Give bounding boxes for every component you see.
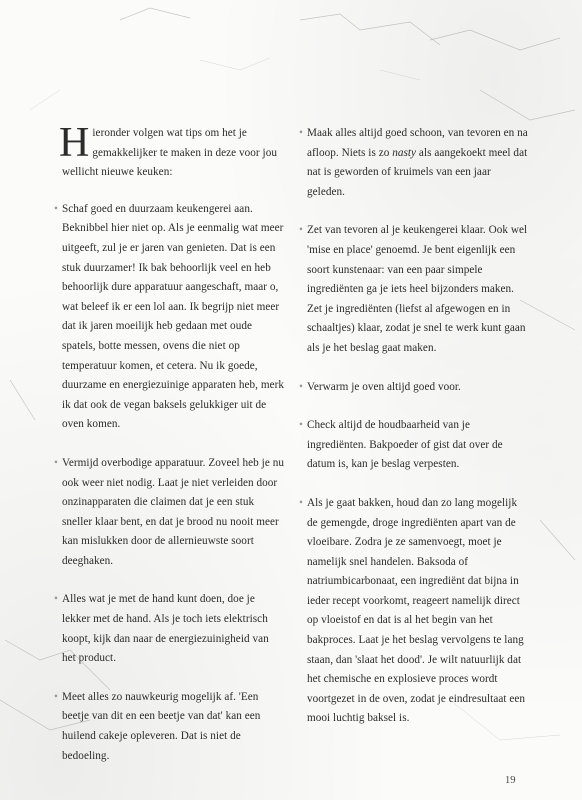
bullet-icon: • [54, 456, 58, 469]
list-item-text [307, 124, 529, 202]
bullet-icon: • [54, 593, 58, 606]
list-item-text: Zet van tevoren al je keukengerei klaar. Ook wel 'mise en place' genoemd. Je bent eigenlijk een soort kunstenaar: van een paar simpele ingrediënten ga je iets heel bijzonders maken. Zet je ingrediënten (liefst al afgewogen en in schaaltjes) klaar, zodat je snel te werk kunt gaan als je het beslag gaat maken. [307, 224, 528, 354]
list-item [54, 200, 285, 435]
list-item [299, 494, 529, 729]
list-item [299, 416, 529, 475]
text-segment: Maak alles altijd goed schoon, van tevoren en na afloop. Niets is zo [307, 127, 528, 159]
list-item-text: Verwarm je oven altijd goed voor. [307, 380, 461, 393]
right-column [299, 124, 529, 748]
list-item-text: Schaf goed en duurzaam keukengerei aan. Beknibbel hier niet op. Als je eenmalig wat meer uitgeeft, zul je er jaren van genieten. Dat is een stuk duurzamer! Ik bak behoorlijk veel en heb behoorlijk dure apparatuur aangeschaft, maar o, wat beleef ik er een lol aan. Ik begrijp niet meer dat ik jaren moeilijk heb gedaan met oude spatels, botte messen, ovens die niet op temperatuur komen, et cetera. Nu ik goede, duurzame en energiezuinige apparaten heb, merk ik dat ook de vegan baksels gelukkiger uit de oven komen. [62, 202, 285, 431]
list-item-text: Meet alles zo nauwkeurig mogelijk af. 'Een beetje van dit en een beetje van dat' kan een huilend cakeje opleveren. Dat is niet de bedoeling. [62, 690, 261, 762]
list-item [54, 590, 284, 668]
left-column [54, 120, 285, 785]
intro-paragraph [59, 120, 284, 183]
list-item [54, 688, 284, 766]
text-segment: als aangekoekt meel dat nat is geworden of kruimels van een jaar geleden. [307, 146, 528, 198]
bullet-icon: • [299, 224, 303, 237]
list-item-text: Als je gaat bakken, houd dan zo lang mogelijk de gemengde, droge ingrediënten apart van de vloeibare. Zodra je ze samenvoegt, moet je namelijk snel handelen. Baksoda of natriumbicarbonaat, een ingrediënt dat bijna in ieder recept voorkomt, reageert namelijk direct op vloeistof en dat is al het begin van het bakproces. Laat je het beslag vervolgens te lang staan, dan 'slaat het dood'. Je wilt natuurlijk dat het chemische en explosieve proces wordt voortgezet in de oven, zodat je eindresultaat een mooi luchtig baksel is. [307, 496, 526, 725]
list-item [299, 378, 529, 398]
list-item [299, 221, 529, 358]
bullet-icon: • [299, 380, 303, 393]
intro-text: ieronder volgen wat tips om het je gemakkelijker te maken in deze voor jou wellicht nieuwe keuken: [62, 127, 278, 179]
bullet-icon: • [299, 419, 303, 432]
list-item [299, 124, 529, 202]
list-item-text: Vermijd overbodige apparatuur. Zoveel heb je nu ook weer niet nodig. Laat je niet verleiden door onzinapparaten die claimen dat je een stuk sneller klaar bent, en dat je brood nu nooit meer kan mislukken door de allernieuwste soort deeghaken. [62, 456, 284, 567]
page-number: 19 [505, 775, 516, 786]
list-item-text: Alles wat je met de hand kunt doen, doe je lekker met de hand. Als je toch iets elektrisch koopt, kijk dan naar de energiezuinigheid van het product. [62, 593, 269, 665]
bullet-icon: • [299, 127, 303, 139]
list-item [54, 454, 284, 572]
emphasis-text: nasty [392, 146, 417, 159]
bullet-icon: • [54, 690, 58, 703]
list-item-text: Check altijd de houdbaarheid van je ingrediënten. Bakpoeder of gist dat over de datum is, kan je beslag verpesten. [307, 419, 503, 471]
bullet-icon: • [54, 202, 58, 215]
drop-cap: H [59, 120, 90, 166]
bullet-icon: • [299, 496, 303, 509]
